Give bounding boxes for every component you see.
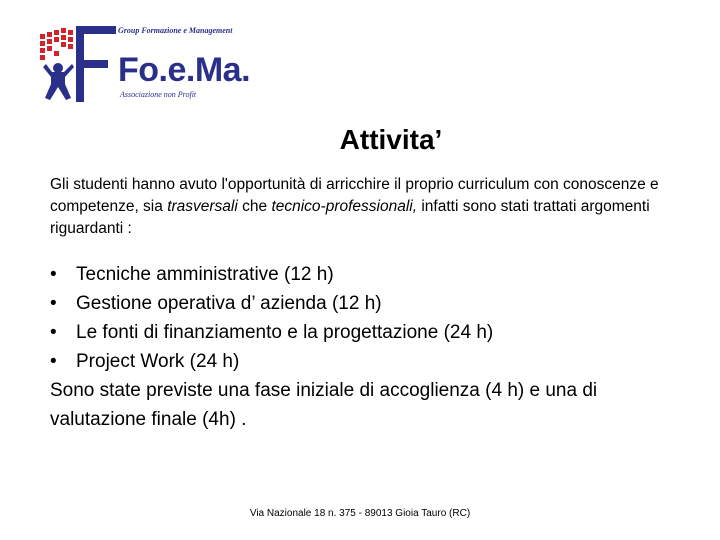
slide-title: Attivita’ bbox=[339, 124, 443, 155]
list-item bbox=[50, 347, 690, 376]
logo-association-text: Associazione non Profit bbox=[120, 90, 197, 99]
list-item-label: Tecniche amministrative (12 h) bbox=[76, 264, 334, 285]
closing-text: Sono state previste una fase iniziale di accoglienza (4 h) e una di valutazione finale (4h) . bbox=[50, 380, 598, 430]
logo-name: Fo.e.Ma. bbox=[118, 51, 251, 89]
intro-paragraph bbox=[50, 174, 690, 240]
bullet-icon: • bbox=[50, 322, 57, 343]
list-item bbox=[50, 260, 690, 289]
intro-emphasis-1: trasversali bbox=[167, 198, 238, 215]
bullet-icon: • bbox=[50, 351, 57, 372]
list-item-label: Gestione operativa d’ azienda (12 h) bbox=[76, 293, 382, 314]
list-item-label: Le fonti di finanziamento e la progettazione (24 h) bbox=[76, 322, 494, 343]
foema-logo bbox=[38, 20, 251, 106]
bullet-icon: • bbox=[50, 293, 57, 314]
footer-address: Via Nazionale 18 n. 375 - 89013 Gioia Tauro (RC) bbox=[249, 508, 471, 519]
intro-text-1: Gli studenti hanno avuto l'opportunità di arricchire il proprio curriculum con conoscenze e competenze, sia bbox=[50, 176, 659, 215]
intro-text-2: che bbox=[237, 198, 272, 215]
topics-list bbox=[50, 260, 690, 434]
list-item-label: Project Work (24 h) bbox=[76, 351, 240, 372]
list-item bbox=[50, 289, 690, 318]
logo-group-text: Group Formazione e Management bbox=[118, 26, 233, 35]
logo-mosaic-figure-icon bbox=[38, 20, 118, 106]
intro-text-3: infatti sono stati trattati argomenti riguardanti : bbox=[50, 198, 650, 237]
intro-emphasis-2: tecnico-professionali, bbox=[271, 198, 418, 215]
bullet-icon: • bbox=[50, 264, 57, 285]
list-item bbox=[50, 318, 690, 347]
